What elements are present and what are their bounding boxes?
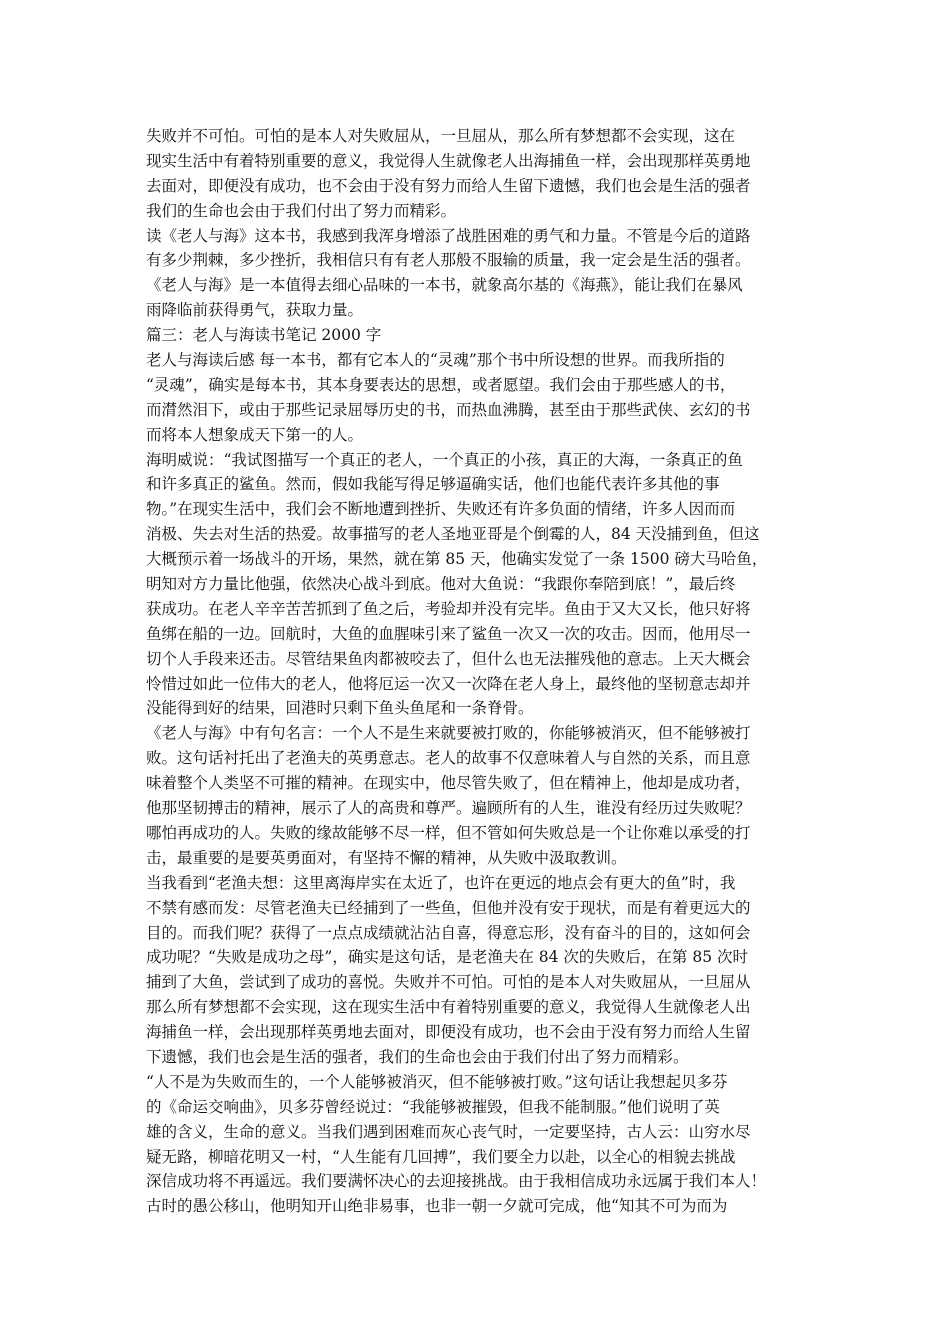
text-line: 败。这句话衬托出了老渔夫的英勇意志。老人的故事不仅意味着人与自然的关系，而且意: [146, 749, 751, 768]
text-line: 《老人与海》是一本值得去细心品味的一本书，就象高尔基的《海燕》，能让我们在暴风: [146, 276, 743, 295]
text-line: 和许多真正的鲨鱼。然而，假如我能写得足够逼确实话，他们也能代表许多其他的事: [146, 475, 720, 494]
text-line: 老人与海读后感 每一本书，都有它本人的“灵魂”那个书中所设想的世界。而我所指的: [146, 351, 725, 370]
text-line: 怜惜过如此一位伟大的老人，他将厄运一次又一次降在老人身上，最终他的坚韧意志却并: [146, 674, 751, 693]
text-line: 的《命运交响曲》，贝多芬曾经说过：“我能够被摧毁，但我不能制服。”他们说明了英: [146, 1097, 720, 1116]
text-line: 击，最重要的是要英勇面对，有坚持不懈的精神，从失败中汲取教训。: [146, 848, 627, 867]
text-line: 他那坚韧搏击的精神，展示了人的高贵和尊严。遍顾所有的人生，谁没有经历过失败呢？: [146, 799, 751, 818]
text-line: 《老人与海》中有句名言：一个人不是生来就要被打败的，你能够被消灭，但不能够被打: [146, 724, 751, 743]
text-line: 捕到了大鱼，尝试到了成功的喜悦。失败并不可怕。可怕的是本人对失败屈从，一旦屈从: [146, 973, 751, 992]
text-line: 而将本人想象成天下第一的人。: [146, 425, 364, 444]
text-line: 切个人手段来还击。尽管结果鱼肉都被咬去了，但什么也无法摧残他的意志。上天大概会: [146, 649, 751, 668]
text-line: 没能得到好的结果，回港时只剩下鱼头鱼尾和一条脊骨。: [146, 699, 534, 718]
text-line: 成功呢？“失败是成功之母”，确实是这句话，是老渔夫在 84 次的失败后，在第 85 次时: [146, 948, 749, 967]
document-body: [146, 124, 810, 1219]
text-line: 我们的生命也会由于我们付出了努力而精彩。: [146, 201, 457, 220]
text-line: 疑无路，柳暗花明又一村，“人生能有几回搏”，我们要全力以赴，以全心的相貌去挑战: [146, 1147, 736, 1166]
text-line: 古时的愚公移山，他明知开山绝非易事，也非一朝一夕就可完成，他“知其不可为而为: [146, 1197, 728, 1216]
text-line: 大概预示着一场战斗的开场，果然，就在第 85 天，他确实发觉了一条 1500 磅大马哈鱼，: [146, 550, 768, 569]
text-line: 海捕鱼一样，会出现那样英勇地去面对，即便没有成功，也不会由于没有努力而给人生留: [146, 1023, 751, 1042]
text-line: 雨降临前获得勇气，获取力量。: [146, 301, 364, 320]
text-line: 雄的含义，生命的意义。当我们遇到困难而灰心丧气时，一定要坚持，古人云：山穷水尽: [146, 1122, 751, 1141]
text-line: 而潸然泪下，或由于那些记录屈辱历史的书，而热血沸腾，甚至由于那些武侠、玄幻的书: [146, 400, 751, 419]
text-line: 海明威说：“我试图描写一个真正的老人，一个真正的小孩，真正的大海，一条真正的鱼: [146, 450, 743, 469]
text-line: 篇三：老人与海读书笔记 2000 字: [146, 326, 382, 345]
text-line: 下遗憾，我们也会是生活的强者，我们的生命也会由于我们付出了努力而精彩。: [146, 1047, 689, 1066]
text-line: “人不是为失败而生的，一个人能够被消灭，但不能够被打败。”这句话让我想起贝多芬: [146, 1072, 728, 1091]
text-line: 消极、失去对生活的热爱。故事描写的老人圣地亚哥是个倒霉的人，84 天没捕到鱼，但这: [146, 525, 760, 544]
text-line: 现实生活中有着特别重要的意义，我觉得人生就像老人出海捕鱼一样，会出现那样英勇地: [146, 151, 751, 170]
text-line: 哪怕再成功的人。失败的缘故能够不尽一样，但不管如何失败总是一个让你难以承受的打: [146, 823, 751, 842]
text-line: 味着整个人类坚不可摧的精神。在现实中，他尽管失败了，但在精神上，他却是成功者，: [146, 774, 751, 793]
text-line: 当我看到“老渔夫想：这里离海岸实在太近了，也许在更远的地点会有更大的鱼”时，我: [146, 873, 736, 892]
text-line: 有多少荆棘，多少挫折，我相信只有有老人那般不服输的质量，我一定会是生活的强者。: [146, 251, 751, 270]
text-line: 那么所有梦想都不会实现，这在现实生活中有着特别重要的意义，我觉得人生就像老人出: [146, 998, 751, 1017]
text-line: 明知对方力量比他强，依然决心战斗到底。他对大鱼说：“我跟你奉陪到底！”，最后终: [146, 575, 736, 594]
text-line: 失败并不可怕。可怕的是本人对失败屈从，一旦屈从，那么所有梦想都不会实现，这在: [146, 127, 736, 145]
text-line: 深信成功将不再遥远。我们要满怀决心的去迎接挑战。由于我相信成功永远属于我们本人！: [146, 1172, 767, 1191]
text-line: 目的。而我们呢？获得了一点点成绩就沾沾自喜，得意忘形，没有奋斗的目的，这如何会: [146, 923, 751, 942]
text-line: 去面对，即便没有成功，也不会由于没有努力而给人生留下遗憾，我们也会是生活的强者: [146, 176, 751, 195]
text-line: 鱼绑在船的一边。回航时，大鱼的血腥味引来了鲨鱼一次又一次的攻击。因而，他用尽一: [146, 624, 751, 643]
text-line: “灵魂”，确实是每本书，其本身要表达的思想，或者愿望。我们会由于那些感人的书，: [146, 375, 736, 394]
text-line: 不禁有感而发：尽管老渔夫已经捕到了一些鱼，但他并没有安于现状，而是有着更远大的: [146, 898, 751, 917]
text-line: 物。”在现实生活中，我们会不断地遭到挫折、失败还有许多负面的情绪，许多人因而而: [146, 500, 736, 519]
text-line: 读《老人与海》这本书，我感到我浑身增添了战胜困难的勇气和力量。不管是今后的道路: [146, 226, 751, 245]
text-line: 获成功。在老人辛辛苦苦抓到了鱼之后，考验却并没有完毕。鱼由于又大又长，他只好将: [146, 599, 751, 618]
